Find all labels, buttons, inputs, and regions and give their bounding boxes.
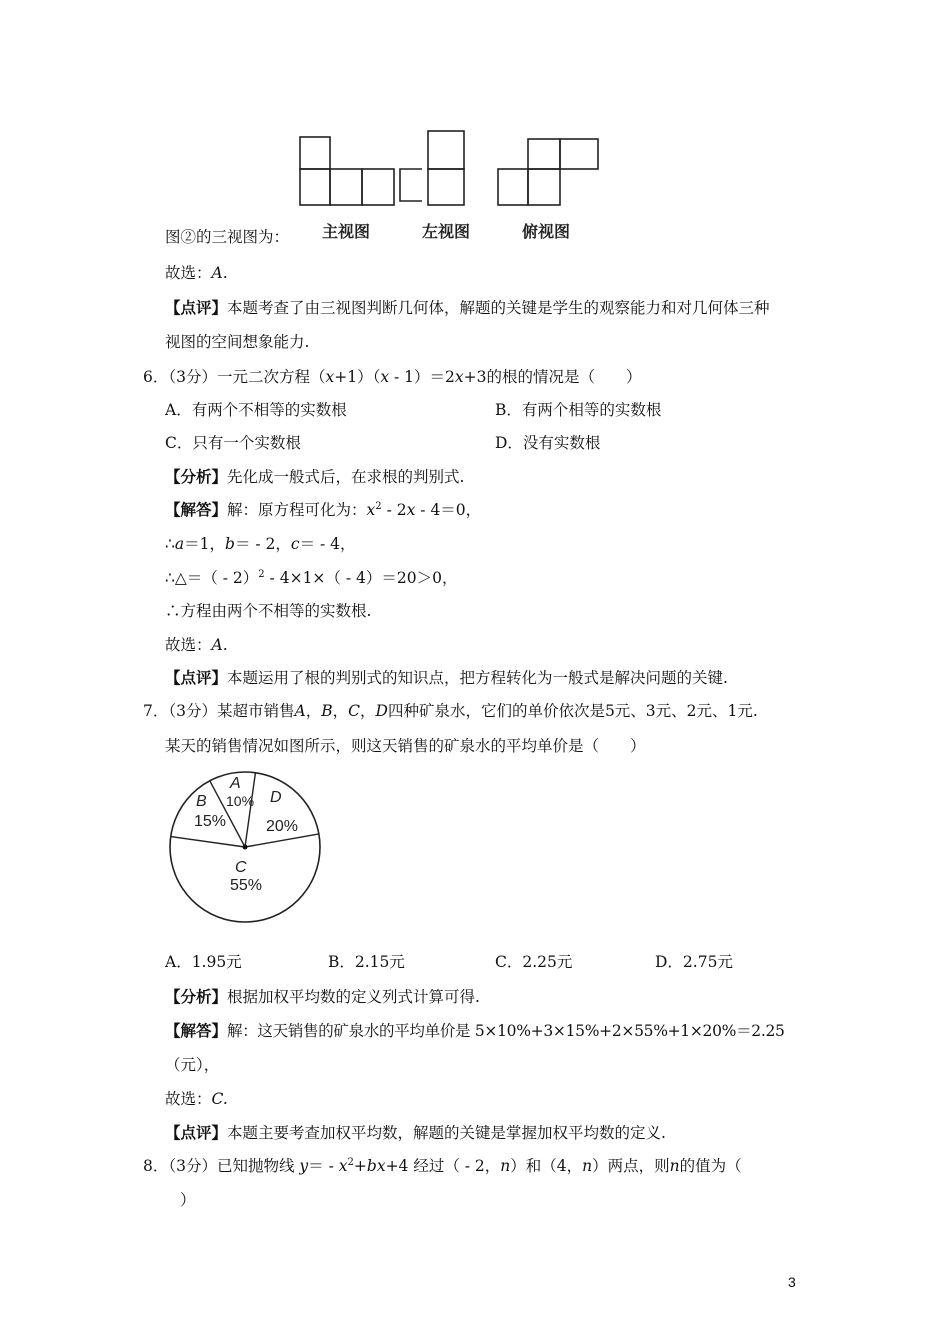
- solution-text: ∴△＝（ - 2）: [165, 569, 259, 587]
- q7-solution-line2: （元），: [165, 1056, 220, 1074]
- therefore-symbol: ∴: [165, 535, 175, 553]
- q8-stem-part: 的值为（: [679, 1157, 742, 1175]
- q7-option-b: B．2.15元: [328, 953, 405, 971]
- answer-label: 故选：: [165, 636, 212, 654]
- three-view-figure: [290, 125, 610, 245]
- answer-choice: A.: [211, 264, 228, 282]
- q8-stem-part: ）和（4，: [510, 1157, 583, 1175]
- comment-text: 本题考查了由三视图判断几何体，解题的关键是学生的观察能力和对几何体三种: [227, 299, 770, 317]
- q6-comment: [165, 666, 728, 688]
- pie-slice-boundary: [245, 834, 319, 847]
- var-x: x: [338, 1157, 348, 1175]
- q6-answer: [165, 633, 228, 655]
- solution-tag: 【解答】: [165, 1021, 228, 1040]
- q6-analysis: [165, 465, 464, 487]
- var-n: n: [669, 1157, 680, 1175]
- q8-stem-part: ）两点，则: [592, 1157, 670, 1175]
- q7-stem-part: 7．（3分）某超市销售: [143, 702, 295, 720]
- var-y: y: [299, 1157, 309, 1175]
- var-B: B: [321, 702, 333, 720]
- front-view-square: [300, 137, 330, 169]
- q6-option-a: A．有两个不相等的实数根: [165, 401, 347, 419]
- solution-text: ＝ - 4，: [299, 535, 356, 553]
- superscript: 2: [375, 500, 382, 512]
- var-x: x: [454, 368, 464, 386]
- q7-answer: [165, 1087, 228, 1109]
- q7-stem-part: 四种矿泉水，它们的单价依次是5元、3元、2元、1元.: [387, 702, 758, 720]
- var-n: n: [500, 1157, 511, 1175]
- left-view-square: [428, 169, 464, 205]
- pie-chart: [160, 762, 330, 928]
- top-view-square: [528, 169, 560, 205]
- left-view-label: 左视图: [422, 224, 471, 241]
- analysis-text: 先化成一般式后，在求根的判别式.: [227, 468, 465, 486]
- top-view-square: [528, 139, 560, 169]
- front-view-square: [362, 169, 394, 205]
- answer-label: 故选：: [165, 1090, 212, 1108]
- slice-percent-A: 10%: [226, 793, 255, 809]
- q5-comment-line2: 视图的空间想象能力.: [165, 333, 310, 351]
- slice-label-C: C: [235, 859, 247, 876]
- analysis-text: 根据加权平均数的定义列式计算可得.: [227, 988, 480, 1006]
- q7-stem-part: ，: [305, 702, 322, 720]
- comment-tag: 【点评】: [165, 668, 228, 687]
- q7-stem-part: ，: [332, 702, 349, 720]
- var-x: x: [380, 368, 390, 386]
- q7-solution-line1: [165, 1019, 785, 1041]
- var-c: c: [290, 535, 300, 553]
- front-view-square: [330, 169, 362, 205]
- pie-center-dot: [243, 845, 248, 850]
- slice-label-B: B: [196, 793, 207, 810]
- q7-comment: [165, 1121, 666, 1143]
- var-D: D: [375, 702, 388, 720]
- q6-solution: [165, 498, 481, 520]
- q6-stem-part: +1）（: [334, 368, 381, 386]
- solution-text: - 4×1×（ - 4）＝20＞0，: [264, 569, 458, 587]
- q6-coefficients: [165, 532, 356, 554]
- q7-option-d: D．2.75元: [655, 953, 733, 971]
- comment-tag: 【点评】: [165, 1123, 228, 1142]
- pie-slice-boundary: [171, 837, 245, 847]
- superscript: 2: [258, 568, 265, 580]
- var-A: A: [294, 702, 306, 720]
- q6-stem: [143, 365, 642, 387]
- left-view-partial: [400, 169, 422, 201]
- var-C: C: [348, 702, 360, 720]
- slice-percent-C: 55%: [230, 877, 263, 894]
- page-number: 3: [788, 1274, 796, 1290]
- q7-option-c: C．2.25元: [495, 953, 573, 971]
- slice-percent-B: 15%: [194, 813, 227, 830]
- front-view-label: 主视图: [322, 224, 371, 241]
- analysis-tag: 【分析】: [165, 987, 228, 1006]
- q6-stem-part: +3的根的情况是（ ）: [463, 368, 642, 386]
- q8-stem-part: +4 经过（ - 2，: [385, 1157, 501, 1175]
- q6-option-c: C．只有一个实数根: [165, 434, 301, 452]
- slice-label-D: D: [270, 789, 282, 806]
- q7-stem: [143, 699, 758, 721]
- var-x: x: [366, 501, 376, 519]
- q5-comment-line1: [165, 296, 770, 318]
- var-x: x: [325, 368, 335, 386]
- var-x: x: [406, 501, 416, 519]
- q6-option-b: B．有两个相等的实数根: [495, 401, 662, 419]
- q6-stem-part: - 1）＝2: [389, 368, 455, 386]
- pie-slice-boundary: [245, 773, 255, 847]
- slice-percent-D: 20%: [266, 818, 299, 835]
- top-view-label: 俯视图: [522, 224, 571, 241]
- var-a: a: [174, 535, 185, 553]
- var-n: n: [582, 1157, 593, 1175]
- superscript: 2: [347, 1156, 354, 1168]
- q7-option-a: A．1.95元: [165, 953, 242, 971]
- left-view-square: [428, 131, 464, 169]
- answer-label: 故选：: [165, 264, 212, 282]
- comment-text: 本题主要考查加权平均数，解题的关键是掌握加权平均数的定义.: [227, 1124, 666, 1142]
- q7-analysis: [165, 985, 480, 1007]
- slice-label-A: A: [230, 775, 241, 792]
- q7-stem-line2: 某天的销售情况如图所示，则这天销售的矿泉水的平均单价是（ ）: [165, 737, 646, 755]
- q8-stem-line2: ）: [180, 1191, 196, 1209]
- front-view-square: [300, 169, 330, 205]
- solution-text: ＝ - 2，: [234, 535, 291, 553]
- q8-stem-part: +: [353, 1157, 367, 1175]
- q6-option-d: D．没有实数根: [495, 434, 601, 452]
- solution-text: 解：这天销售的矿泉水的平均单价是 5×10%+3×15%+2×55%+1×20%＝2.25: [227, 1022, 785, 1040]
- comment-text: 本题运用了根的判别式的知识点，把方程转化为一般式是解决问题的关键.: [227, 669, 728, 687]
- var-bx: bx: [366, 1157, 386, 1175]
- q8-stem-part: 8．（3分）已知抛物线: [143, 1157, 300, 1175]
- q6-discriminant: [165, 566, 457, 588]
- solution-text: ＝1，: [184, 535, 225, 553]
- answer-choice: C.: [211, 1090, 228, 1108]
- views-prefix: 图②的三视图为：: [165, 228, 290, 246]
- q5-answer: [165, 261, 228, 283]
- top-view-square: [560, 139, 598, 169]
- q6-conclusion: ∴方程由两个不相等的实数根.: [165, 602, 372, 620]
- solution-text: - 2: [381, 501, 407, 519]
- top-view-square: [498, 169, 528, 205]
- var-b: b: [225, 535, 235, 553]
- analysis-tag: 【分析】: [165, 467, 228, 486]
- q6-stem-part: 6．（3分）一元二次方程（: [143, 368, 326, 386]
- solution-text: 解：原方程可化为：: [227, 501, 367, 519]
- solution-text: - 4＝0，: [415, 501, 482, 519]
- q8-stem: [143, 1154, 742, 1176]
- solution-tag: 【解答】: [165, 500, 228, 519]
- comment-tag: 【点评】: [165, 298, 228, 317]
- answer-choice: A.: [211, 636, 228, 654]
- q8-stem-part: ＝ -: [308, 1157, 339, 1175]
- q7-stem-part: ，: [359, 702, 376, 720]
